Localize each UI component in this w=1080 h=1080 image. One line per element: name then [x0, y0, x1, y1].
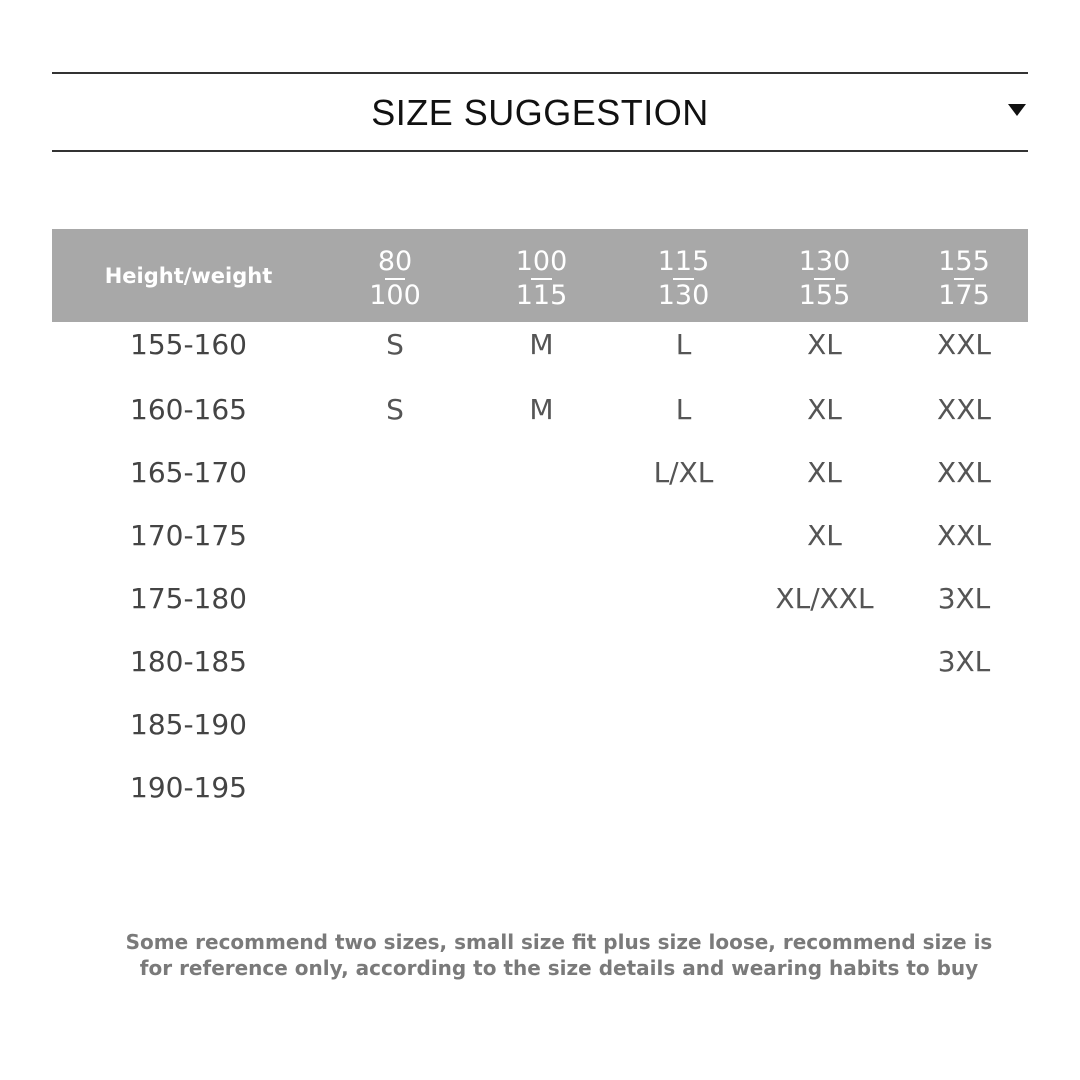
weight-column-header: [900, 229, 1028, 322]
size-cell: S: [386, 393, 404, 426]
size-cell: XL: [807, 393, 842, 426]
weight-column-header: [618, 229, 749, 322]
height-cell: 180-185: [130, 645, 247, 678]
size-cell: [618, 630, 749, 693]
size-cell: [749, 756, 900, 819]
size-cell: [325, 693, 465, 756]
table-row: [52, 441, 1028, 504]
table-row: [52, 630, 1028, 693]
size-cell: [749, 630, 900, 693]
size-cell: [618, 756, 749, 819]
weight-top: 80: [369, 245, 421, 279]
size-cell: S: [386, 328, 404, 361]
size-cell: XL/XXL: [775, 582, 874, 615]
size-note-line: for reference only, according to the size details and wearing habits to buy: [139, 956, 979, 980]
height-cell: 160-165: [130, 393, 247, 426]
height-cell: 155-160: [130, 328, 247, 361]
size-cell: [618, 504, 749, 567]
height-cell: 170-175: [130, 519, 247, 552]
table-row: [52, 504, 1028, 567]
size-cell: 3XL: [937, 582, 991, 615]
size-cell: XL: [807, 519, 842, 552]
size-cell: L: [675, 393, 692, 426]
page-title: SIZE SUGGESTION: [371, 92, 709, 133]
size-cell: [465, 441, 618, 504]
table-row: [52, 378, 1028, 441]
weight-column-header: [325, 229, 465, 322]
weight-bottom: 100: [369, 279, 421, 311]
size-cell: [465, 630, 618, 693]
size-cell: L/XL: [653, 456, 714, 489]
size-cell: [465, 504, 618, 567]
weight-column-header: [465, 229, 618, 322]
size-note: [0, 929, 1080, 981]
size-cell: XXL: [937, 456, 991, 489]
size-cell: [325, 441, 465, 504]
table-row: [52, 756, 1028, 819]
table-header-row: [52, 229, 1028, 322]
size-cell: XL: [807, 456, 842, 489]
size-cell: [465, 693, 618, 756]
size-cell: [618, 693, 749, 756]
dropdown-triangle-icon[interactable]: [1008, 104, 1026, 116]
table-row: [52, 693, 1028, 756]
size-cell: [900, 756, 1028, 819]
size-cell: L: [675, 328, 692, 361]
size-cell: 3XL: [937, 645, 991, 678]
height-cell: 190-195: [130, 771, 247, 804]
size-cell: M: [529, 393, 554, 426]
size-cell: [325, 504, 465, 567]
weight-top: 130: [798, 245, 851, 277]
size-cell: [465, 567, 618, 630]
size-cell: XL: [807, 328, 842, 361]
size-cell: XXL: [937, 393, 991, 426]
table-row: [52, 567, 1028, 630]
size-cell: M: [529, 328, 554, 361]
size-cell: [325, 756, 465, 819]
height-weight-header: Height/weight: [52, 229, 325, 322]
size-cell: XXL: [937, 328, 991, 361]
height-cell: 165-170: [130, 456, 247, 489]
height-cell: 185-190: [130, 708, 247, 741]
size-chart-table: [52, 229, 1028, 819]
weight-column-header: [749, 229, 900, 322]
weight-bottom: 155: [798, 279, 851, 311]
size-note-line: Some recommend two sizes, small size fit plus size loose, recommend size is: [125, 930, 993, 954]
size-cell: [325, 630, 465, 693]
weight-bottom: 115: [515, 279, 568, 311]
table-row: [52, 322, 1028, 378]
weight-bottom: 130: [657, 279, 710, 311]
weight-top: 115: [657, 245, 710, 277]
title-bar: [52, 72, 1028, 152]
size-cell: XXL: [937, 519, 991, 552]
weight-bottom: 175: [938, 279, 990, 311]
height-cell: 175-180: [130, 582, 247, 615]
size-cell: [325, 567, 465, 630]
size-cell: [749, 693, 900, 756]
weight-top: 155: [938, 245, 990, 277]
size-cell: [900, 693, 1028, 756]
weight-top: 100: [515, 245, 568, 277]
size-cell: [465, 756, 618, 819]
size-cell: [618, 567, 749, 630]
